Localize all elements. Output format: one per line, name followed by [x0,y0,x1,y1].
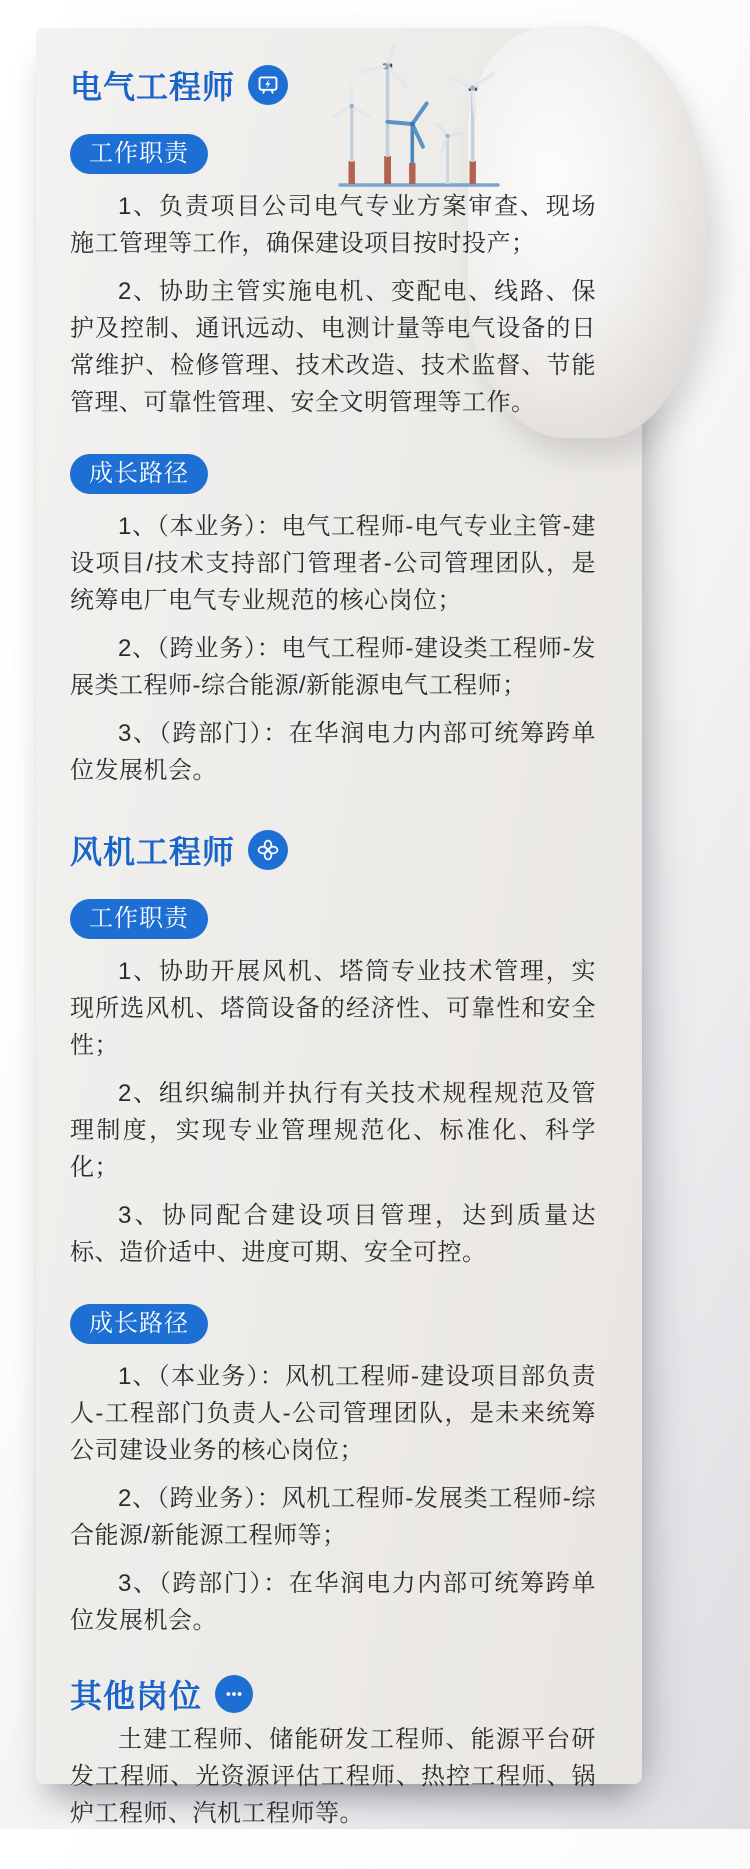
other-positions-title: 其他岗位 [70,1678,203,1714]
electrical-panel-icon [248,65,288,105]
fan-icon [248,830,288,870]
other-positions-title-row [70,1671,596,1717]
duties-paragraph: 2、协助主管实施电机、变配电、线路、保护及控制、通讯远动、电测计量等电气设备的日常维护、检修管理、技术改造、技术监督、节能管理、可靠性管理、安全文明管理等工作。 [70,278,596,416]
duties-paragraph: 1、协助开展风机、塔筒专业技术管理，实现所选风机、塔筒设备的经济性、可靠性和安全性； [70,958,596,1059]
growth-paragraph: 2、（跨业务）：电气工程师-建设类工程师-发展类工程师-综合能源/新能源电气工程师； [70,635,596,699]
duties-pill: 工作职责 [70,134,208,174]
growth-paragraph: 2、（跨业务）：风机工程师-发展类工程师-综合能源/新能源工程师等； [70,1485,596,1549]
growth-pill: 成长路径 [70,454,208,494]
growth-pill: 成长路径 [70,1304,208,1344]
section-electrical-engineer [70,62,596,789]
duties-pill: 工作职责 [70,899,208,939]
duties-paragraph: 3、协同配合建设项目管理，达到质量达标、造价适中、进度可期、安全可控。 [70,1202,596,1266]
duties-paragraph: 2、组织编制并执行有关技术规程规范及管理制度，实现专业管理规范化、标准化、科学化； [70,1080,596,1181]
electrical-engineer-title-row [70,62,596,108]
ellipsis-icon [215,1675,253,1713]
other-positions-paragraph: 土建工程师、储能研发工程师、能源平台研发工程师、光资源评估工程师、热控工程师、锅炉工程师、汽机工程师等。 [70,1726,596,1827]
section-turbine-engineer [70,827,596,1639]
turbine-engineer-title: 风机工程师 [70,834,236,870]
paper-sheet [36,28,642,1827]
section-other-positions [70,1671,596,1832]
poster-content [36,28,642,1869]
growth-paragraph: 1、（本业务）：风机工程师-建设项目部负责人-工程部门负责人-公司管理团队，是未来统筹公司建设业务的核心岗位； [70,1363,596,1464]
growth-paragraph: 1、（本业务）：电气工程师-电气专业主管-建设项目/技术支持部门管理者-公司管理团队，是统筹电厂电气专业规范的核心岗位； [70,513,596,614]
duties-paragraph: 1、负责项目公司电气专业方案审查、现场施工管理等工作，确保建设项目按时投产； [70,193,596,257]
turbine-engineer-title-row [70,827,596,873]
growth-paragraph: 3、（跨部门）：在华润电力内部可统筹跨单位发展机会。 [70,1570,596,1634]
electrical-engineer-title: 电气工程师 [70,69,236,105]
growth-paragraph: 3、（跨部门）：在华润电力内部可统筹跨单位发展机会。 [70,720,596,784]
